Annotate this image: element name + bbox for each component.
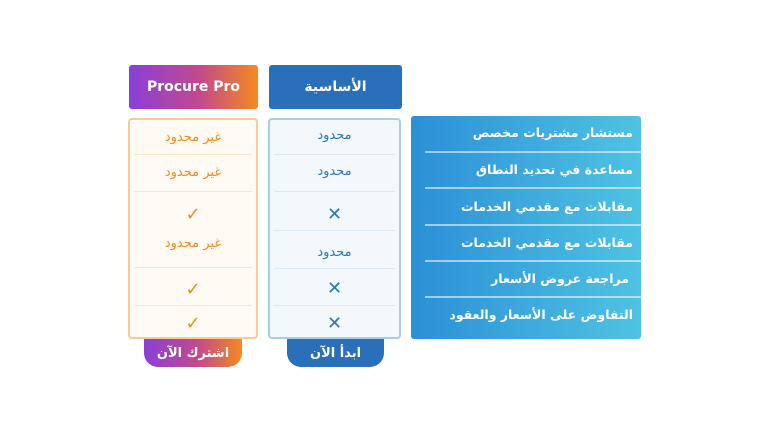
basic-cell-consultant: محدود: [317, 127, 352, 143]
check-icon: ✓: [185, 312, 201, 334]
feature-label: التفاوض على الأسعار والعقود: [449, 307, 633, 322]
feature-divider: [425, 224, 641, 226]
plan-header-basic: [269, 65, 402, 109]
feature-label: مقابلات مع مقدمي الخدمات: [460, 235, 633, 250]
row-divider: [274, 191, 395, 192]
basic-cell-interviews: محدود: [317, 244, 352, 260]
row-divider: [274, 154, 395, 155]
plan-column-pro: [128, 118, 258, 339]
feature-label: مستشار مشتريات مخصص: [472, 125, 633, 140]
basic-cell-scoping: محدود: [317, 163, 352, 179]
row-divider: [274, 230, 395, 231]
feature-label: مراجعة عروض الأسعار: [491, 271, 629, 286]
pro-cell-scoping: غير محدود: [164, 164, 222, 180]
feature-divider: [425, 296, 641, 298]
feature-divider: [425, 151, 641, 153]
plan-title-basic: الأساسية: [304, 79, 367, 95]
feature-divider: [425, 260, 641, 262]
pro-cell-consultant: غير محدود: [164, 129, 222, 145]
subscribe-now-button[interactable]: اشترك الآن: [144, 339, 242, 367]
plan-title-pro: Procure Pro: [146, 79, 241, 95]
start-now-button[interactable]: ابدأ الآن: [287, 339, 384, 367]
cross-icon: ✕: [326, 312, 343, 334]
features-column: [411, 116, 641, 339]
feature-label: مساعدة في تحديد النطاق: [475, 162, 633, 177]
check-icon: ✓: [185, 203, 201, 225]
cross-icon: ✕: [326, 277, 343, 299]
row-divider: [134, 267, 252, 268]
plan-column-basic: [268, 118, 401, 339]
cross-icon: ✕: [326, 203, 343, 225]
row-divider: [134, 191, 252, 192]
pro-cell-interviews: غير محدود: [164, 235, 222, 251]
plan-header-pro: [129, 65, 258, 109]
row-divider: [274, 305, 395, 306]
feature-divider: [425, 187, 641, 189]
feature-label: مقابلات مع مقدمي الخدمات: [460, 199, 633, 214]
row-divider: [134, 305, 252, 306]
row-divider: [274, 268, 395, 269]
check-icon: ✓: [185, 278, 201, 300]
